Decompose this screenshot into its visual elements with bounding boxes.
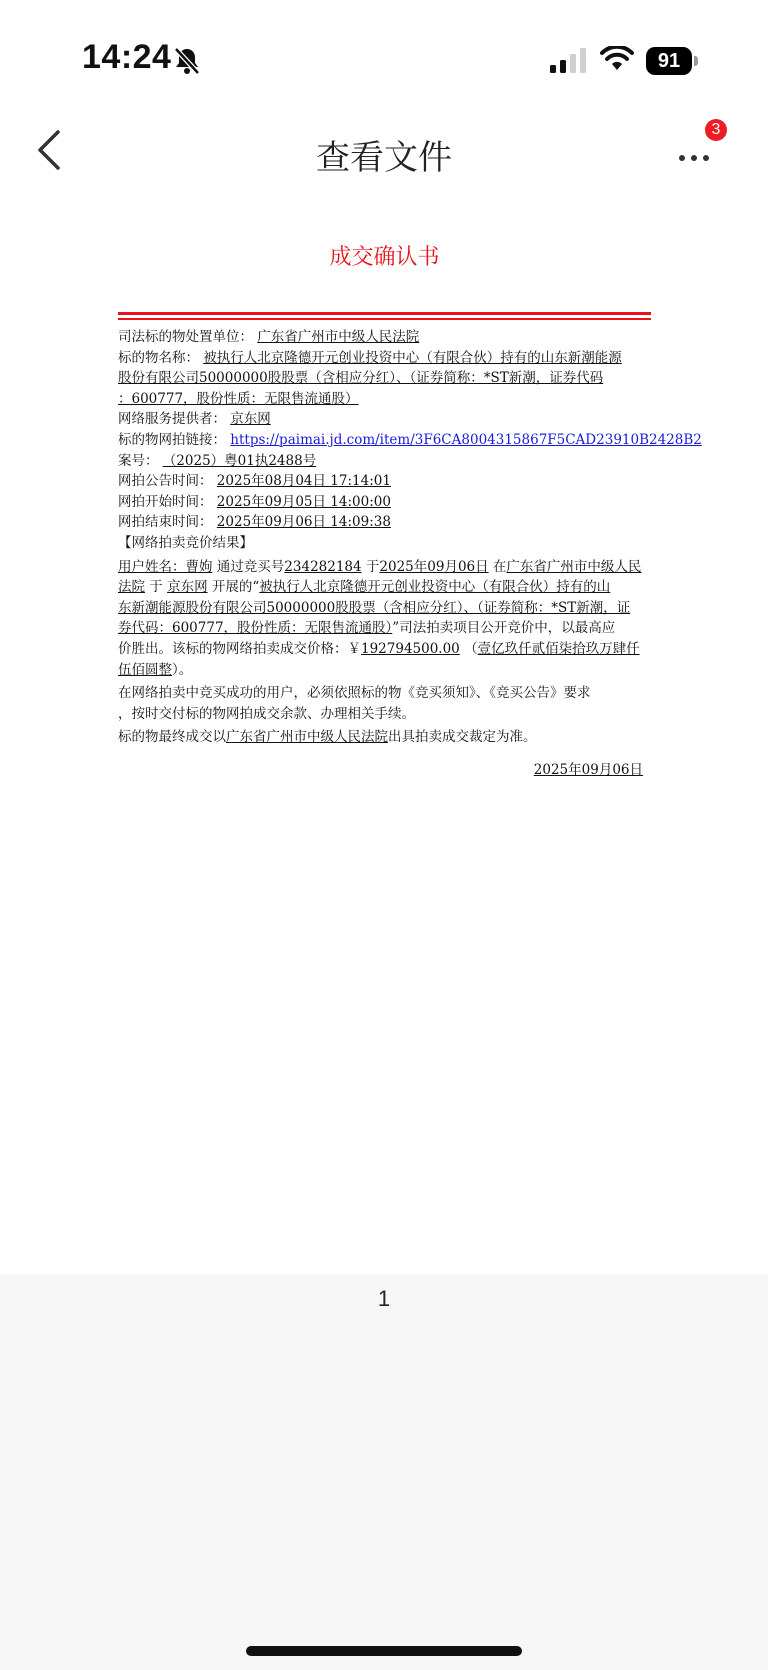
notification-badge: 3 [705, 119, 727, 141]
title-rule-thick [118, 312, 651, 315]
final-price: 192794500.00 [361, 640, 460, 657]
status-time: 14:24 [82, 38, 172, 76]
item-name-line-2: 股份有限公司50000000股股票（含相应分红）、（证券简称：*ST新潮，证券代码 [118, 370, 604, 387]
nav-bar [0, 110, 768, 190]
start-time-line: 网拍开始时间： 2025年09月05日 14:00:00 [118, 493, 391, 510]
auction-link-line: 标的物网拍链接： https://paimai.jd.com/item/3F6CA8004315867F5CAD23910B2428B2 [118, 431, 702, 448]
battery-tip [694, 56, 698, 66]
disposal-unit-value: 广东省广州市中级人民法院 [257, 329, 420, 345]
disposal-unit-line: 司法标的物处置单位： 广东省广州市中级人民法院 [118, 329, 420, 345]
sign-date: 2025年09月06日 [533, 761, 643, 778]
document-title: 成交确认书 [329, 245, 440, 270]
item-name-line-3: ：600777，股份性质：无限售流通股） [118, 390, 359, 407]
cellular-signal-icon [550, 48, 588, 74]
result-line-2: 法院 于 京东网 开展的“被执行人北京隆德开元创业投资中心（有限合伙）持有的山 [118, 579, 611, 596]
item-name-line: 标的物名称： 被执行人北京隆德开元创业投资中心（有限合伙）持有的山东新潮能源 [118, 349, 622, 366]
result-line-6: 伍佰圆整）。 [118, 661, 193, 678]
wifi-icon [600, 46, 634, 72]
page-number: 1 [377, 1286, 391, 1311]
result-line-5: 价胜出。该标的物网络拍卖成交价格：￥192794500.00 （壹亿玖仟贰佰柒拾玖万肆仟 [118, 640, 640, 657]
result-line-3: 东新潮能源股份有限公司50000000股股票（含相应分红）、（证券简称：*ST新潮，证 [118, 599, 631, 616]
end-time-line: 网拍结束时间： 2025年09月06日 14:09:38 [118, 514, 391, 531]
home-indicator[interactable] [246, 1646, 522, 1656]
result-line-1: 用户姓名：曹姁 通过竞买号234282184 于2025年09月06日 在广东省广州市中级人民 [118, 558, 642, 575]
page-footer [0, 1274, 768, 1670]
page-title: 查看文件 [316, 138, 452, 178]
result-heading: 【网络拍卖竞价结果】 [118, 534, 253, 551]
title-rule-thin [118, 318, 651, 320]
document-body [118, 327, 702, 780]
service-provider-line: 网络服务提供者： 京东网 [118, 411, 271, 428]
announce-time-line: 网拍公告时间： 2025年08月04日 17:14:01 [118, 473, 391, 490]
auction-link[interactable]: https://paimai.jd.com/item/3F6CA8004315867F5CAD23910B2428B2 [230, 431, 702, 448]
notice-line-2: ，按时交付标的物网拍成交余款、办理相关手续。 [118, 705, 415, 722]
notice-line-1: 在网络拍卖中竞买成功的用户，必须依照标的物《竞买须知》、《竞买公告》要求 [118, 685, 591, 702]
battery-icon: 91 [646, 47, 692, 75]
more-options-icon[interactable] [676, 138, 716, 166]
result-line-4: 券代码：600777，股份性质：无限售流通股）”司法拍卖项目公开竞价中，以最高应 [118, 620, 616, 637]
bell-muted-icon [173, 46, 201, 76]
notice-line-3: 标的物最终成交以广东省广州市中级人民法院出具拍卖成交裁定为准。 [118, 729, 537, 746]
status-bar [0, 0, 768, 120]
case-number-line: 案号： （2025）粤01执2488号 [118, 452, 317, 469]
